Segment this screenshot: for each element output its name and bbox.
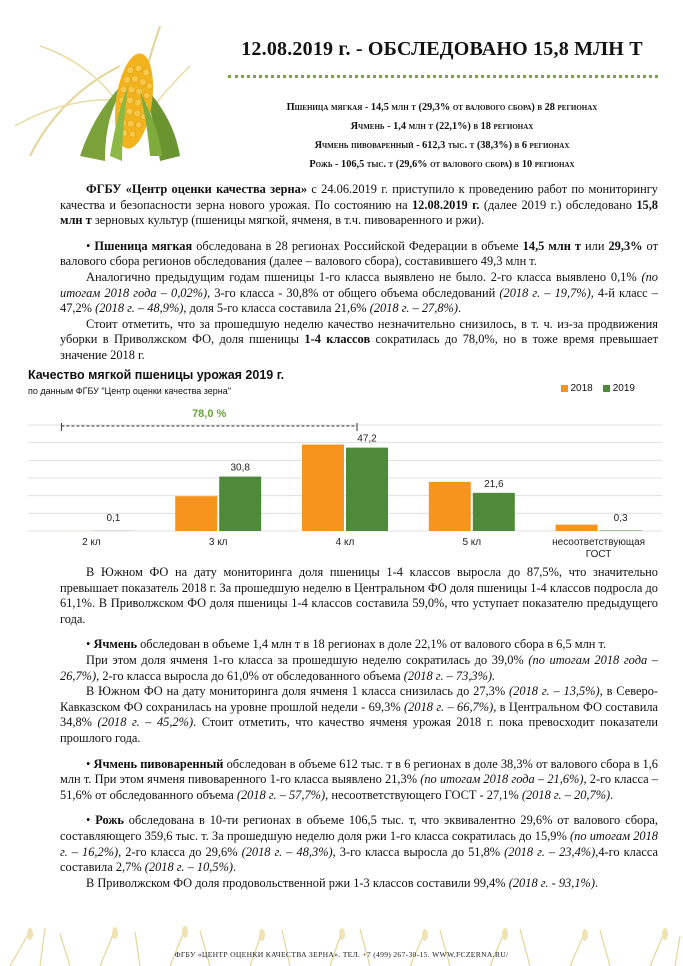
rye-paragraph: • Рожь обследована в 10-ти регионах в объеме 106,5 тыс. т, что эквивалентно 29,6% от валового сбора, составляющего 359,6 тыс. т. За прошедшую неделю доля ржи 1-го класса сократилась до 15,9% (по итогам 2018 г. – 16,2%), 2-го класса до 29,6% (2018 г. – 48,3%), 3-го класса выросла до 51,8% (2018 г. – 23,4%),4-го класса составила 2,7% (2018 г. – 10,5%).: [60, 813, 659, 875]
category-label: 2 кл: [82, 537, 101, 548]
footer-contacts: ФГБУ «ЦЕНТР ОЦЕНКИ КАЧЕСТВА ЗЕРНА». ТЕЛ. +7 (499) 267-30-15. WWW.FCZERNA.RU/: [174, 950, 509, 959]
report-body: [60, 182, 658, 364]
summary-block: [222, 98, 662, 174]
wheat-trend-paragraph: Стоит отметить, что за прошедшую неделю качество незначительно снизилось, в т. ч. из-за продвижения уборки в Приволжском ФО, доля пшеницы 1-4 классов сократилась до 78,0%, но в тоже время превышает значение 2018 г.: [60, 316, 658, 362]
bar-2018-5: [556, 525, 598, 531]
category-label: 5 кл: [462, 537, 482, 548]
category-label: 4 кл: [335, 537, 355, 548]
barley-regions-paragraph: В Южном ФО на дату мониторинга доля ячменя 1 класса снизилась до 27,3% (2018 г. – 13,5%), в Северо-Кавказском ФО сохранилась на уровне прошлой недели - 69,3% (2018 г. – 66,7%), в Центральном ФО составила 34,8% (2018 г. – 45,2%). Стоит отметить, что качество ячменя урожая 2018 г. пока превосходит показатели прошлого года.: [60, 684, 659, 745]
summary-line-malt-barley: Ячмень пивоваренный - 612,3 тыс. т (38,3%) в 6 регионах: [314, 140, 570, 151]
legend-2019: 2019: [603, 383, 635, 394]
category-label: 3 кл: [208, 537, 228, 548]
annotation-label: 78,0 %: [192, 408, 227, 420]
data-label-2019: 30,8: [230, 462, 250, 474]
bar-2019-4: [473, 493, 515, 531]
title-divider: [228, 75, 658, 78]
rye-regions-paragraph: В Приволжском ФО доля продовольственной ржи 1-3 классов составили 99,4% (2018 г. - 93,1%).: [86, 875, 599, 890]
bar-2018-3: [302, 445, 344, 531]
malt-barley-paragraph: • Ячмень пивоваренный обследован в объеме 612 тыс. т в 6 регионах в доле 38,3% от валового сбора в 1,6 млн т. При этом ячменя пивоваренного 1-го класса выявлено 21,3% (по итогам 2018 года – 21,6%), 2-го класса – 51,6% от обследованного объема (2018 г. – 57,7%), несоответствующего ГОСТ - 27,1% (2018 г. – 20,7%).: [60, 756, 659, 802]
chart-subtitle: по данным ФГБУ "Центр оценки качества зерна": [28, 386, 231, 396]
category-label: несоответствующая: [552, 537, 646, 548]
bar-2019-3: [346, 448, 388, 531]
bar-2018-4: [429, 482, 471, 531]
wheat-footer-decoration: [0, 926, 683, 966]
corn-illustration: [10, 6, 215, 166]
data-label-2019: 0,1: [106, 513, 121, 524]
intro-paragraph: ФГБУ «Центр оценки качества зерна» с 24.06.2019 г. приступило к проведению работ по мониторингу качества и безопасности зерна нового урожая. По состоянию на 12.08.2019 г. (далее 2019 г.) обследовано 15,8 млн т зерновых культур (пшеницы мягкой, ячменя, в т.ч. пивоваренного и ржи).: [60, 182, 658, 228]
summary-line-rye: Рожь - 106,5 тыс. т (29,6% от валового сбора) в 10 регионах: [309, 159, 575, 170]
category-label: ГОСТ: [585, 549, 612, 560]
wheat-quality-chart: [22, 367, 667, 567]
page-title: 12.08.2019 г. - ОБСЛЕДОВАНО 15,8 МЛН Т: [241, 38, 643, 60]
data-label-2019: 0,3: [613, 513, 628, 524]
bar-2018-2: [175, 496, 217, 531]
data-label-2019: 47,2: [357, 433, 377, 445]
bar-2019-5: [600, 530, 642, 531]
chart-plot: [22, 367, 667, 567]
wheat-classes-paragraph: Аналогично предыдущим годам пшеницы 1-го класса выявлено не было. 2-го класса выявлено 0,1% (по итогам 2018 года – 0,02%), 3-го класса - 30,8% от общего объема обследований (2018 г. – 19,7%), 4-й класс – 47,2% (2018 г. – 48,9%), доля 5-го класса составила 21,6% (2018 г. – 27,8%).: [60, 269, 658, 316]
data-label-2019: 21,6: [484, 478, 504, 490]
summary-line-barley: Ячмень - 1,4 млн т (22,1%) в 18 регионах: [350, 121, 534, 132]
wheat-regions-paragraph: В Южном ФО на дату мониторинга доля пшеницы 1-4 классов выросла до 87,5%, что значительно превышает показатель 2018 г. За прошедшую неделю в Центральном ФО доля пшеницы 1-4 классов подросла до 61,1%. В Приволжском ФО доля пшеницы 1-4 классов составила 59,0%, что уступает показателю предыдущего года.: [60, 565, 658, 626]
wheat-paragraph: • Пшеница мягкая обследована в 28 регионах Российской Федерации в объеме 14,5 млн т или 29,3% от валового сбора регионов обследования (далее – валового сбора), составившего 49,3 млн т.: [60, 238, 659, 269]
legend-2018: 2018: [561, 383, 593, 394]
bar-2019-2: [219, 477, 261, 531]
summary-line-wheat: Пшеница мягкая - 14,5 млн т (29,3% от валового сбора) в 28 регионах: [286, 102, 598, 113]
report-body-lower: [60, 565, 658, 891]
chart-title: Качество мягкой пшеницы урожая 2019 г.: [28, 368, 285, 382]
barley-paragraph: • Ячмень обследован в объеме 1,4 млн т в 18 регионах в доле 22,1% от валового сбора в 6,5 млн т.: [86, 637, 607, 652]
barley-classes-paragraph: При этом доля ячменя 1-го класса за прошедшую неделю сократилась до 39,0% (по итогам 2018 года – 26,7%), 2-го класса выросла до 61,0% от обследованного объема (2018 г. – 73,3%).: [60, 652, 658, 683]
